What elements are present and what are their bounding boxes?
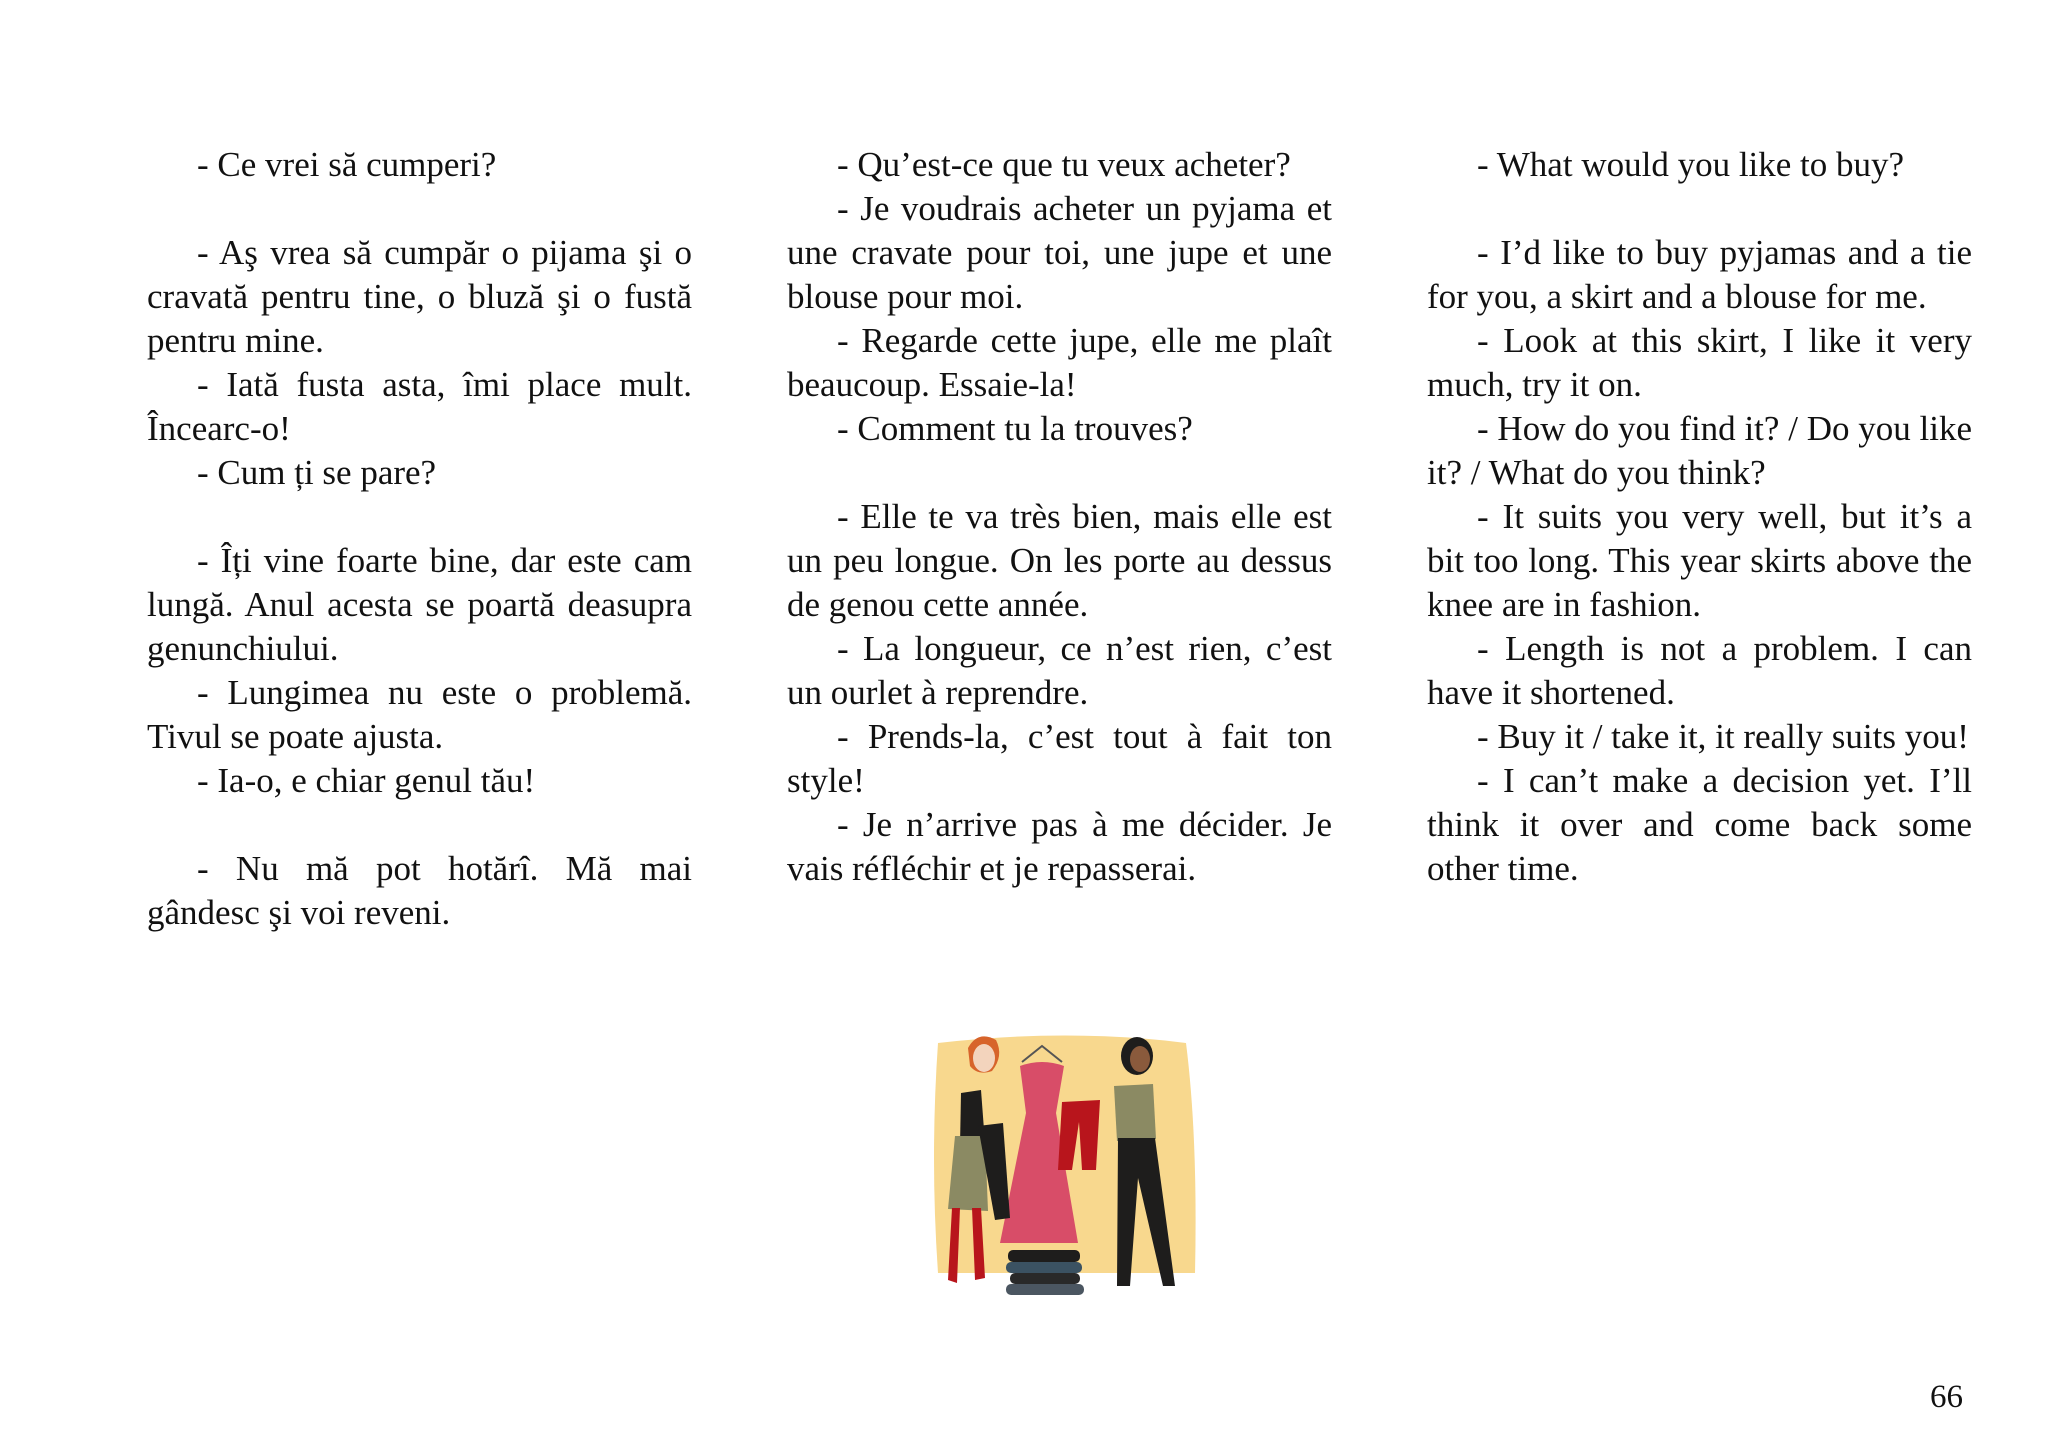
right-woman-face [1130, 1046, 1150, 1072]
english-dialogue-line: - It suits you very well, but it’s a bit too long. This year skirts above the knee are in fashion. [1427, 497, 1972, 624]
french-dialogue-line: - Qu’est-ce que tu veux acheter? [837, 145, 1291, 184]
clothes-stack-4 [1006, 1284, 1084, 1295]
french-dialogue-line: - Elle te va très bien, mais elle est un peu longue. On les porte au dessus de genou cette année. [787, 497, 1332, 624]
french-dialogue-line: - Prends-la, c’est tout à fait ton style! [787, 717, 1332, 800]
english-dialogue-line: - Length is not a problem. I can have it shortened. [1427, 629, 1972, 712]
french-dialogue-line: - Je voudrais acheter un pyjama et une cravate pour toi, une jupe et une blouse pour moi. [787, 189, 1332, 316]
romanian-dialogue-line: - Lungimea nu este o problemă. Tivul se poate ajusta. [147, 673, 692, 756]
english-dialogue-line: - I’d like to buy pyjamas and a tie for you, a skirt and a blouse for me. [1427, 233, 1972, 316]
paragraph-gap [147, 187, 692, 231]
paragraph-gap [147, 803, 692, 847]
romanian-dialogue-line: - Cum ți se pare? [197, 453, 437, 492]
english-dialogue-line: - I can’t make a decision yet. I’ll think it over and come back some other time. [1427, 761, 1972, 888]
english-dialogue-line: - Look at this skirt, I like it very much, try it on. [1427, 321, 1972, 404]
french-dialogue-line: - La longueur, ce n’est rien, c’est un ourlet à reprendre. [787, 629, 1332, 712]
clothes-stack-1 [1008, 1250, 1080, 1262]
clothes-stack-2 [1006, 1262, 1082, 1273]
romanian-dialogue-line: - Îți vine foarte bine, dar este cam lungă. Anul acesta se poartă deasupra genunchiului. [147, 541, 692, 668]
page-number: 66 [1930, 1379, 1963, 1415]
english-dialogue-line: - Buy it / take it, it really suits you! [1477, 717, 1969, 756]
english-dialogue-line: - How do you find it? / Do you like it? / What do you think? [1427, 409, 1972, 492]
romanian-dialogue-line: - Ia-o, e chiar genul tău! [197, 761, 536, 800]
english-dialogue-line: - What would you like to buy? [1477, 145, 1905, 184]
paragraph-gap [787, 451, 1332, 495]
right-woman-top [1114, 1084, 1156, 1141]
clothes-stack-3 [1010, 1273, 1080, 1284]
left-woman-face [973, 1044, 995, 1072]
english-column [1427, 143, 1972, 891]
french-dialogue-line: - Regarde cette jupe, elle me plaît beaucoup. Essaie-la! [787, 321, 1332, 404]
romanian-dialogue-line: - Aş vrea să cumpăr o pijama şi o cravată pentru tine, o bluză şi o fustă pentru mine. [147, 233, 692, 360]
french-dialogue-line: - Je n’arrive pas à me décider. Je vais réfléchir et je repasserai. [787, 805, 1332, 888]
romanian-dialogue-line: - Iată fusta asta, îmi place mult. Încearc-o! [147, 365, 692, 448]
paragraph-gap [147, 495, 692, 539]
french-dialogue-line: - Comment tu la trouves? [837, 409, 1193, 448]
romanian-dialogue-line: - Ce vrei să cumperi? [197, 145, 497, 184]
paragraph-gap [1427, 187, 1972, 231]
shopping-women-illustration-icon [918, 1028, 1218, 1318]
romanian-column [147, 143, 692, 935]
french-column [787, 143, 1332, 891]
romanian-dialogue-line: - Nu mă pot hotărî. Mă mai gândesc şi voi reveni. [147, 849, 692, 932]
